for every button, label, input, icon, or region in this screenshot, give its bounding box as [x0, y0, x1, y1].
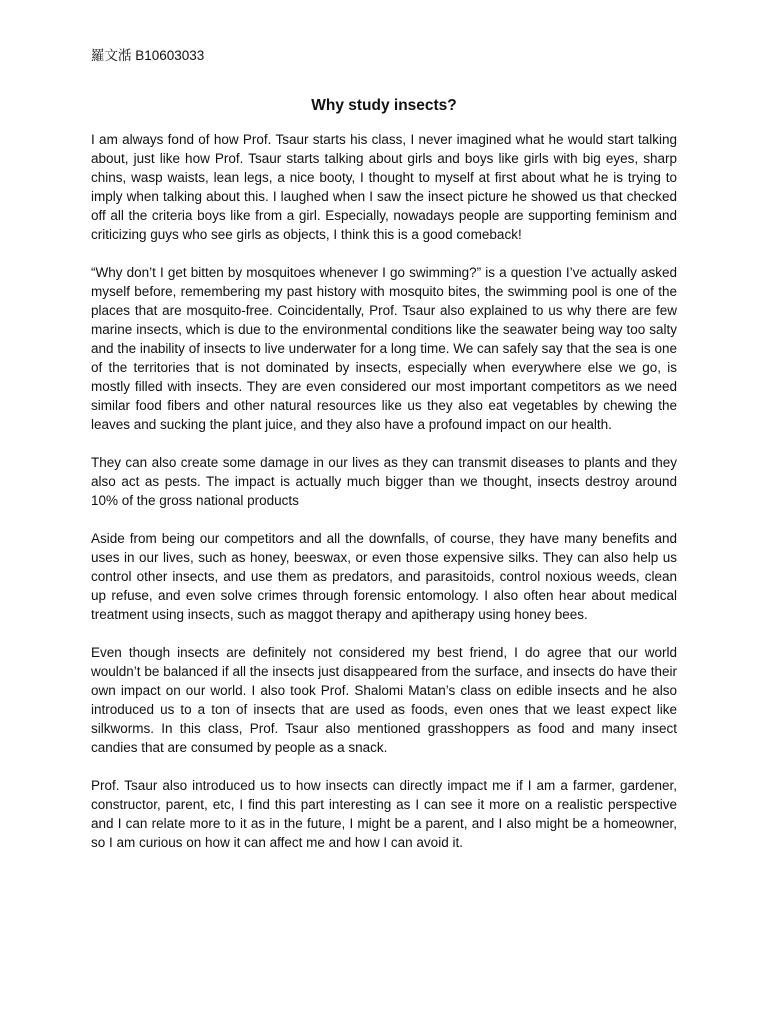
- document-page: [91, 44, 677, 871]
- paragraph-5: Even though insects are definitely not considered my best friend, I do agree that our world wouldn’t be balanced if all the insects just disappeared from the surface, and insects do have their own impact on our world. I also took Prof. Shalomi Matan’s class on edible insects and he also introduced us to a ton of insects that are used as foods, even ones that we least expect like silkworms. In this class, Prof. Tsaur also mentioned grasshoppers as food and many insect candies that are consumed by people as a snack.: [91, 645, 677, 755]
- author-line: 羅文湉 B10603033: [91, 48, 205, 63]
- paragraph-2: “Why don’t I get bitten by mosquitoes whenever I go swimming?” is a question I’ve actually asked myself before, remembering my past history with mosquito bites, the swimming pool is one of the places that are mosquito-free. Coincidentally, Prof. Tsaur also explained to us why there are few marine insects, which is due to the environmental conditions like the seawater being way too salty and the inability of insects to live underwater for a long time. We can safely say that the sea is one of the territories that is not dominated by insects, especially when everywhere else we go, is mostly filled with insects. They are even considered our most important competitors as we need similar food fibers and other natural resources like us they also eat vegetables by chewing the leaves and sucking the plant juice, and they also have a profound impact on our health.: [91, 265, 677, 432]
- paragraph-3: They can also create some damage in our lives as they can transmit diseases to plants and they also act as pests. The impact is actually much bigger than we thought, insects destroy around 10% of the gross national products: [91, 455, 677, 508]
- paragraph-1: I am always fond of how Prof. Tsaur starts his class, I never imagined what he would start talking about, just like how Prof. Tsaur starts talking about girls and boys like girls with big eyes, sharp chins, wasp waists, lean legs, a nice booty, I thought to myself at first about what he is trying to imply when talking about this. I laughed when I saw the insect picture he showed us that checked off all the criteria boys like from a girl. Especially, nowadays people are supporting feminism and criticizing guys who see girls as objects, I think this is a good comeback!: [91, 132, 677, 242]
- document-title: Why study insects?: [311, 97, 457, 114]
- paragraph-6: Prof. Tsaur also introduced us to how insects can directly impact me if I am a farmer, gardener, constructor, parent, etc, I find this part interesting as I can see it more on a realistic perspective and I can relate more to it as in the future, I might be a parent, and I also might be a homeowner, so I am curious on how it can affect me and how I can avoid it.: [91, 778, 677, 850]
- paragraph-4: Aside from being our competitors and all the downfalls, of course, they have many benefits and uses in our lives, such as honey, beeswax, or even those expensive silks. They can also help us control other insects, and use them as predators, and parasitoids, control noxious weeds, clean up refuse, and even solve crimes through forensic entomology. I also often hear about medical treatment using insects, such as maggot therapy and apitherapy using honey bees.: [91, 531, 677, 622]
